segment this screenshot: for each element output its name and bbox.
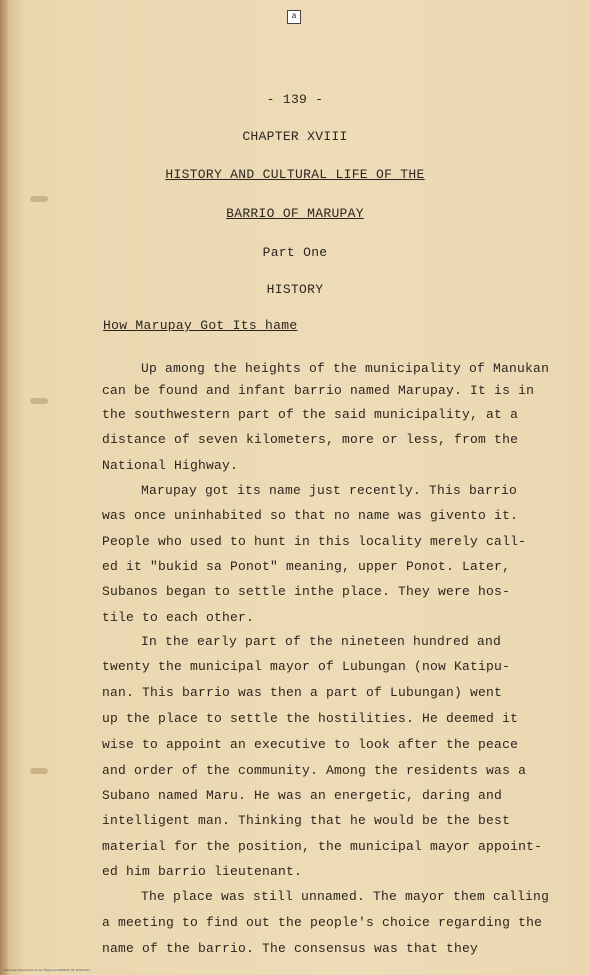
body-line: can be found and infant barrio named Marupay. It is in	[102, 383, 535, 398]
body-line: Subano named Maru. He was an energetic, daring and	[102, 788, 503, 803]
body-line: nan. This barrio was then a part of Lubungan) went	[102, 685, 503, 700]
staple-mark	[30, 196, 48, 202]
body-line: In the early part of the nineteen hundred and	[141, 634, 502, 649]
body-line: The place was still unnamed. The mayor them calling	[141, 889, 550, 904]
staple-mark	[30, 768, 48, 774]
body-line: the southwestern part of the said municipality, at a	[102, 407, 519, 422]
document-title-line-2: BARRIO OF MARUPAY	[226, 206, 364, 221]
body-line: intelligent man. Thinking that he would be the best	[102, 813, 511, 828]
section-label: HISTORY	[266, 282, 324, 297]
body-line: Up among the heights of the municipality of Manukan	[141, 361, 550, 376]
document-title-line-1: HISTORY AND CULTURAL LIFE OF THE	[165, 167, 425, 182]
subheading: How Marupay Got Its hame	[103, 318, 298, 333]
page-number: - 139 -	[266, 92, 324, 107]
body-line: material for the position, the municipal mayor appoint-	[102, 839, 543, 854]
chapter-title: CHAPTER XVIII	[242, 129, 348, 144]
body-line: wise to appoint an executive to look after the peace	[102, 737, 519, 752]
body-line: ed him barrio lieutenant.	[102, 864, 303, 879]
body-line: ed it "bukid sa Ponot" meaning, upper Ponot. Later,	[102, 559, 511, 574]
body-line: Marupay got its name just recently. This barrio	[141, 483, 518, 498]
body-line: name of the barrio. The consensus was that they	[102, 941, 479, 956]
binding-edge	[0, 0, 8, 975]
body-line: tile to each other.	[102, 610, 255, 625]
body-line: Subanos began to settle inthe place. They were hos-	[102, 584, 511, 599]
footer-caption: Historical Data Papers of the Philippines BARRIO OF MARUPAY	[4, 968, 91, 972]
part-label: Part One	[262, 245, 328, 260]
body-line: was once uninhabited so that no name was givento it.	[102, 508, 519, 523]
body-line: distance of seven kilometers, more or less, from the	[102, 432, 519, 447]
body-line: and order of the community. Among the residents was a	[102, 763, 527, 778]
body-line: up the place to settle the hostilities. He deemed it	[102, 711, 519, 726]
body-line: National Highway.	[102, 458, 239, 473]
body-line: twenty the municipal mayor of Lubungan (now Katipu-	[102, 659, 511, 674]
body-line: a meeting to find out the people's choice regarding the	[102, 915, 543, 930]
staple-mark	[30, 398, 48, 404]
body-line: People who used to hunt in this locality merely call-	[102, 534, 527, 549]
archive-tag: a	[287, 10, 301, 24]
